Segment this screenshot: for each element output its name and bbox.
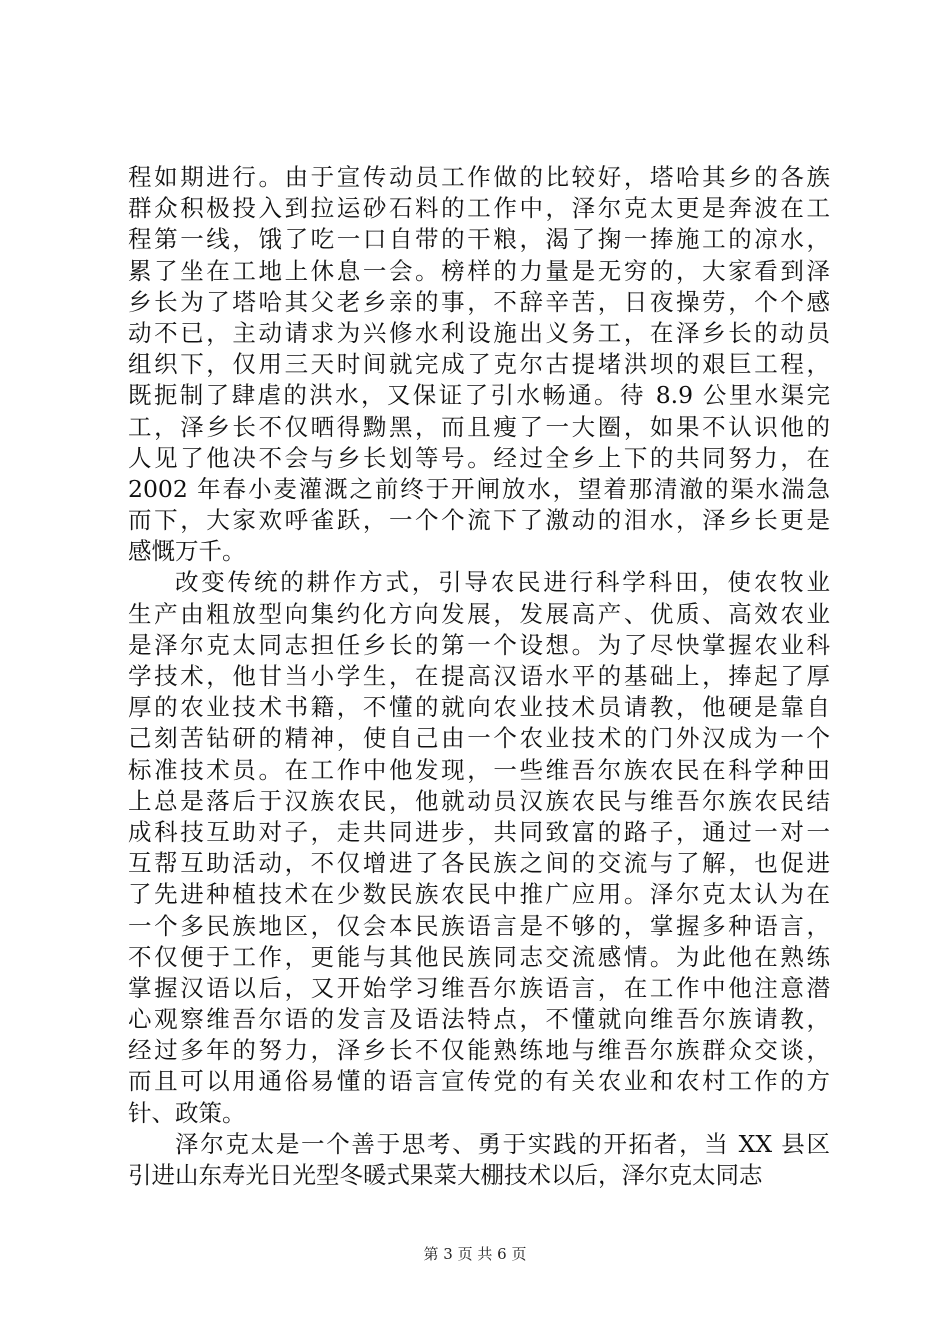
text-line: 心观察维吾尔语的发言及语法特点，不懂就向维吾尔族请教， bbox=[128, 1005, 830, 1034]
text-line: 群众积极投入到拉运砂石料的工作中，泽尔克太更是奔波在工 bbox=[128, 194, 830, 223]
text-line: 引进山东寿光日光型冬暖式果菜大棚技术以后，泽尔克太同志 bbox=[128, 1161, 763, 1189]
page-footer: 第 3 页 共 6 页 bbox=[423, 1245, 527, 1263]
text-line: 学技术，他甘当小学生，在提高汉语水平的基础上，捧起了厚 bbox=[128, 662, 830, 690]
paragraph bbox=[128, 1129, 830, 1191]
text-line: 针、政策。 bbox=[128, 1098, 246, 1127]
text-line: 厚的农业技术书籍，不懂的就向农业技术员请教，他硬是靠自 bbox=[128, 693, 830, 722]
text-line: 了先进种植技术在少数民族农民中推广应用。泽尔克太认为在 bbox=[128, 880, 830, 909]
text-line: 感慨万千。 bbox=[128, 537, 246, 566]
text-line: 程第一线，饿了吃一口自带的干粮，渴了掬一捧施工的凉水， bbox=[128, 225, 830, 254]
paragraph bbox=[128, 567, 830, 1128]
text-line: 2002 年春小麦灌溉之前终于开闸放水，望着那清澈的渠水湍急 bbox=[128, 474, 830, 503]
text-line: 己刻苦钻研的精神，使自己由一个农业技术的门外汉成为一个 bbox=[128, 724, 830, 753]
text-line: 既扼制了肆虐的洪水，又保证了引水畅通。待 8.9 公里水渠完 bbox=[128, 381, 830, 410]
text-line: 成科技互助对子，走共同进步，共同致富的路子，通过一对一 bbox=[128, 817, 830, 846]
text-line: 泽尔克太是一个善于思考、勇于实践的开拓者，当 XX 县区 bbox=[175, 1129, 830, 1158]
text-line: 互帮互助活动，不仅增进了各民族之间的交流与了解，也促进 bbox=[128, 849, 830, 878]
text-line: 一个多民族地区，仅会本民族语言是不够的，掌握多种语言， bbox=[128, 911, 830, 940]
text-line: 组织下，仅用三天时间就完成了克尔古提堵洪坝的艰巨工程， bbox=[128, 350, 830, 379]
text-line: 工，泽乡长不仅晒得黝黑，而且瘦了一大圈，如果不认识他的 bbox=[128, 412, 830, 441]
paragraph bbox=[128, 162, 830, 567]
text-line: 动不已，主动请求为兴修水利设施出义务工，在泽乡长的动员 bbox=[128, 318, 830, 347]
text-line: 不仅便于工作，更能与其他民族同志交流感情。为此他在熟练 bbox=[128, 942, 830, 971]
text-line: 改变传统的耕作方式，引导农民进行科学科田，使农牧业 bbox=[175, 568, 830, 597]
text-line: 累了坐在工地上休息一会。榜样的力量是无穷的，大家看到泽 bbox=[128, 256, 830, 285]
text-line: 生产由粗放型向集约化方向发展，发展高产、优质、高效农业 bbox=[128, 599, 830, 628]
text-line: 标准技术员。在工作中他发现，一些维吾尔族农民在科学种田 bbox=[128, 755, 830, 784]
text-line: 人见了他决不会与乡长划等号。经过全乡上下的共同努力，在 bbox=[128, 443, 830, 472]
text-line: 经过多年的努力，泽乡长不仅能熟练地与维吾尔族群众交谈， bbox=[128, 1036, 830, 1065]
text-line: 乡长为了塔哈其父老乡亲的事，不辞辛苦，日夜操劳，个个感 bbox=[128, 287, 830, 316]
text-line: 而且可以用通俗易懂的语言宣传党的有关农业和农村工作的方 bbox=[128, 1067, 830, 1096]
text-line: 掌握汉语以后，又开始学习维吾尔族语言，在工作中他注意潜 bbox=[128, 973, 830, 1002]
body-text bbox=[128, 162, 830, 1191]
text-line: 上总是落后于汉族农民，他就动员汉族农民与维吾尔族农民结 bbox=[128, 786, 830, 815]
text-line: 而下，大家欢呼雀跃，一个个流下了激动的泪水，泽乡长更是 bbox=[128, 506, 830, 535]
text-line: 程如期进行。由于宣传动员工作做的比较好，塔哈其乡的各族 bbox=[128, 163, 830, 191]
text-line: 是泽尔克太同志担任乡长的第一个设想。为了尽快掌握农业科 bbox=[128, 630, 830, 659]
